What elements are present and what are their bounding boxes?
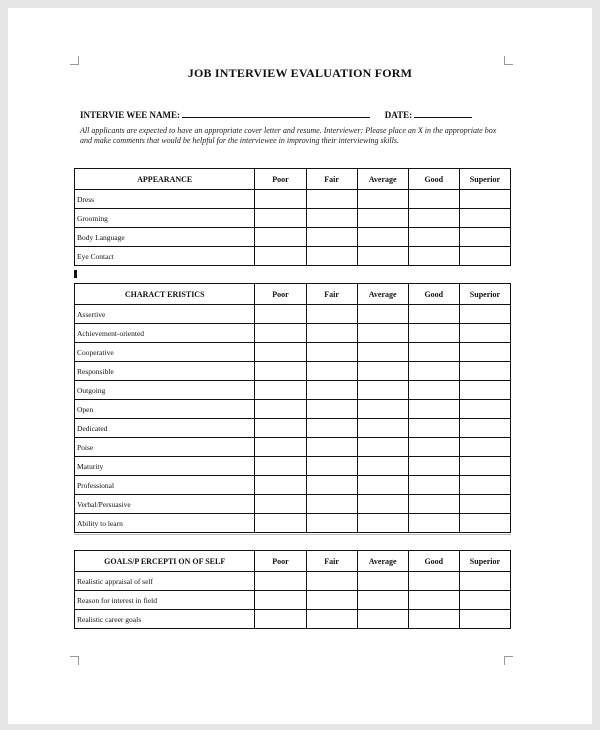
table-row [75,457,511,476]
rating-cell-poor[interactable] [255,324,306,343]
rating-cell-average[interactable] [357,324,408,343]
rating-cell-poor[interactable] [255,457,306,476]
rating-cell-superior[interactable] [459,305,510,324]
rating-header-fair: Fair [306,551,357,572]
goals-perception-table [74,550,511,629]
rating-cell-superior[interactable] [459,343,510,362]
rating-cell-poor[interactable] [255,572,306,591]
table-row [75,476,511,495]
section-title: GOALS/P ERCEPTI ON OF SELF [75,551,255,572]
criterion-label: Realistic appraisal of self [75,572,255,591]
table-row [75,324,511,343]
rating-cell-good[interactable] [408,305,459,324]
rating-cell-superior[interactable] [459,495,510,514]
table-row [75,381,511,400]
rating-cell-good[interactable] [408,514,459,533]
rating-cell-fair[interactable] [306,228,357,247]
section-title: CHARACT ERISTICS [75,284,255,305]
rating-cell-poor[interactable] [255,247,306,266]
crop-mark [70,656,79,665]
crop-mark [70,56,79,65]
rating-cell-average[interactable] [357,457,408,476]
rating-cell-fair[interactable] [306,591,357,610]
criterion-label: Assertive [75,305,255,324]
date-field[interactable] [414,109,472,118]
instructions-text: All applicants are expected to have an appropriate cover letter and resume. Interviewer: Please place an X in the appropriate box and make comments that would be helpful for the interviewee in improving their interviewing skills. [80,126,497,145]
table-header-row [75,284,511,305]
table-row [75,419,511,438]
rating-cell-average[interactable] [357,610,408,629]
rating-cell-superior[interactable] [459,400,510,419]
rating-cell-average[interactable] [357,247,408,266]
rating-cell-good[interactable] [408,228,459,247]
rating-cell-fair[interactable] [306,610,357,629]
criterion-label: Ability to learn [75,514,255,533]
rating-cell-poor[interactable] [255,419,306,438]
rating-cell-superior[interactable] [459,438,510,457]
rating-cell-good[interactable] [408,572,459,591]
rating-cell-poor[interactable] [255,591,306,610]
appearance-table [74,168,511,266]
rating-cell-average[interactable] [357,228,408,247]
rating-header-average: Average [357,169,408,190]
rating-cell-good[interactable] [408,362,459,381]
interviewee-name-label: INTERVIE WEE NAME: [80,110,181,120]
criterion-label: Verbal/Persuasive [75,495,255,514]
rating-header-good: Good [408,551,459,572]
rating-cell-fair[interactable] [306,305,357,324]
rating-cell-poor[interactable] [255,228,306,247]
rating-cell-good[interactable] [408,457,459,476]
interviewee-name-field[interactable] [182,109,370,118]
rating-header-average: Average [357,551,408,572]
rating-cell-average[interactable] [357,591,408,610]
table-row [75,362,511,381]
rating-cell-superior[interactable] [459,457,510,476]
rating-cell-good[interactable] [408,324,459,343]
date-label: DATE: [384,110,413,120]
rating-cell-superior[interactable] [459,247,510,266]
crop-mark [504,56,513,65]
rating-cell-good[interactable] [408,343,459,362]
rating-cell-poor[interactable] [255,305,306,324]
rating-cell-fair[interactable] [306,457,357,476]
criterion-label: Body Language [75,228,255,247]
table-gap-rule [74,534,511,535]
criterion-label: Realistic career goals [75,610,255,629]
rating-cell-poor[interactable] [255,610,306,629]
criterion-label: Dedicated [75,419,255,438]
table-row [75,247,511,266]
rating-cell-good[interactable] [408,209,459,228]
rating-cell-fair[interactable] [306,362,357,381]
rating-cell-average[interactable] [357,438,408,457]
document-page [8,8,592,724]
table-row [75,228,511,247]
rating-cell-poor[interactable] [255,476,306,495]
criterion-label: Reason for interest in field [75,591,255,610]
table-row [75,610,511,629]
table-row [75,209,511,228]
rating-cell-average[interactable] [357,305,408,324]
rating-cell-superior[interactable] [459,514,510,533]
rating-cell-average[interactable] [357,419,408,438]
rating-cell-superior[interactable] [459,381,510,400]
criterion-label: Eye Contact [75,247,255,266]
table-row [75,495,511,514]
rating-header-poor: Poor [255,284,306,305]
rating-cell-poor[interactable] [255,190,306,209]
rating-cell-superior[interactable] [459,324,510,343]
rating-header-superior: Superior [459,551,510,572]
rating-cell-superior[interactable] [459,190,510,209]
criterion-label: Cooperative [75,343,255,362]
rating-cell-fair[interactable] [306,476,357,495]
rating-cell-average[interactable] [357,476,408,495]
rating-cell-good[interactable] [408,247,459,266]
rating-cell-poor[interactable] [255,495,306,514]
criterion-label: Grooming [75,209,255,228]
rating-cell-good[interactable] [408,591,459,610]
rating-cell-fair[interactable] [306,419,357,438]
rating-cell-poor[interactable] [255,514,306,533]
table-header-row [75,551,511,572]
section-title: APPEARANCE [75,169,255,190]
criterion-label: Maturity [75,457,255,476]
rating-header-poor: Poor [255,551,306,572]
table-row [75,438,511,457]
rating-cell-average[interactable] [357,343,408,362]
rating-cell-average[interactable] [357,209,408,228]
table-row [75,190,511,209]
rating-cell-fair[interactable] [306,495,357,514]
rating-cell-poor[interactable] [255,381,306,400]
rating-cell-superior[interactable] [459,572,510,591]
rating-cell-fair[interactable] [306,190,357,209]
table-row [75,514,511,533]
rating-cell-fair[interactable] [306,400,357,419]
table-row [75,400,511,419]
table-header-row [75,169,511,190]
rating-cell-average[interactable] [357,381,408,400]
rating-cell-average[interactable] [357,400,408,419]
rating-cell-poor[interactable] [255,400,306,419]
rating-cell-average[interactable] [357,572,408,591]
criterion-label: Poise [75,438,255,457]
rating-cell-fair[interactable] [306,381,357,400]
criterion-label: Responsible [75,362,255,381]
rating-cell-average[interactable] [357,495,408,514]
rating-cell-good[interactable] [408,438,459,457]
rating-cell-good[interactable] [408,495,459,514]
rating-cell-average[interactable] [357,362,408,381]
rating-cell-fair[interactable] [306,324,357,343]
rating-cell-fair[interactable] [306,247,357,266]
rating-header-fair: Fair [306,169,357,190]
rating-header-average: Average [357,284,408,305]
criterion-label: Open [75,400,255,419]
rating-cell-good[interactable] [408,419,459,438]
rating-cell-good[interactable] [408,610,459,629]
rating-header-poor: Poor [255,169,306,190]
rating-cell-superior[interactable] [459,610,510,629]
rating-cell-superior[interactable] [459,362,510,381]
rating-cell-fair[interactable] [306,438,357,457]
criterion-label: Outgoing [75,381,255,400]
rating-cell-superior[interactable] [459,209,510,228]
table-row [75,591,511,610]
rating-cell-fair[interactable] [306,572,357,591]
rating-cell-good[interactable] [408,190,459,209]
rating-cell-poor[interactable] [255,343,306,362]
rating-cell-average[interactable] [357,514,408,533]
rating-cell-good[interactable] [408,381,459,400]
rating-cell-superior[interactable] [459,419,510,438]
rating-header-superior: Superior [459,169,510,190]
table-row [75,572,511,591]
rating-cell-fair[interactable] [306,343,357,362]
criterion-label: Professional [75,476,255,495]
rating-header-superior: Superior [459,284,510,305]
rating-header-good: Good [408,284,459,305]
table-row [75,343,511,362]
form-title: JOB INTERVIEW EVALUATION FORM [187,66,413,80]
rating-header-fair: Fair [306,284,357,305]
rating-cell-poor[interactable] [255,362,306,381]
rating-cell-fair[interactable] [306,209,357,228]
paragraph-marker [74,270,77,278]
characteristics-table [74,283,511,533]
interviewee-name-line [80,109,472,120]
rating-cell-poor[interactable] [255,209,306,228]
rating-cell-superior[interactable] [459,476,510,495]
table-row [75,305,511,324]
rating-header-good: Good [408,169,459,190]
rating-cell-good[interactable] [408,476,459,495]
rating-cell-average[interactable] [357,190,408,209]
criterion-label: Achievement-oriented [75,324,255,343]
rating-cell-superior[interactable] [459,228,510,247]
rating-cell-poor[interactable] [255,438,306,457]
rating-cell-fair[interactable] [306,514,357,533]
rating-cell-good[interactable] [408,400,459,419]
criterion-label: Dress [75,190,255,209]
rating-cell-superior[interactable] [459,591,510,610]
crop-mark [504,656,513,665]
